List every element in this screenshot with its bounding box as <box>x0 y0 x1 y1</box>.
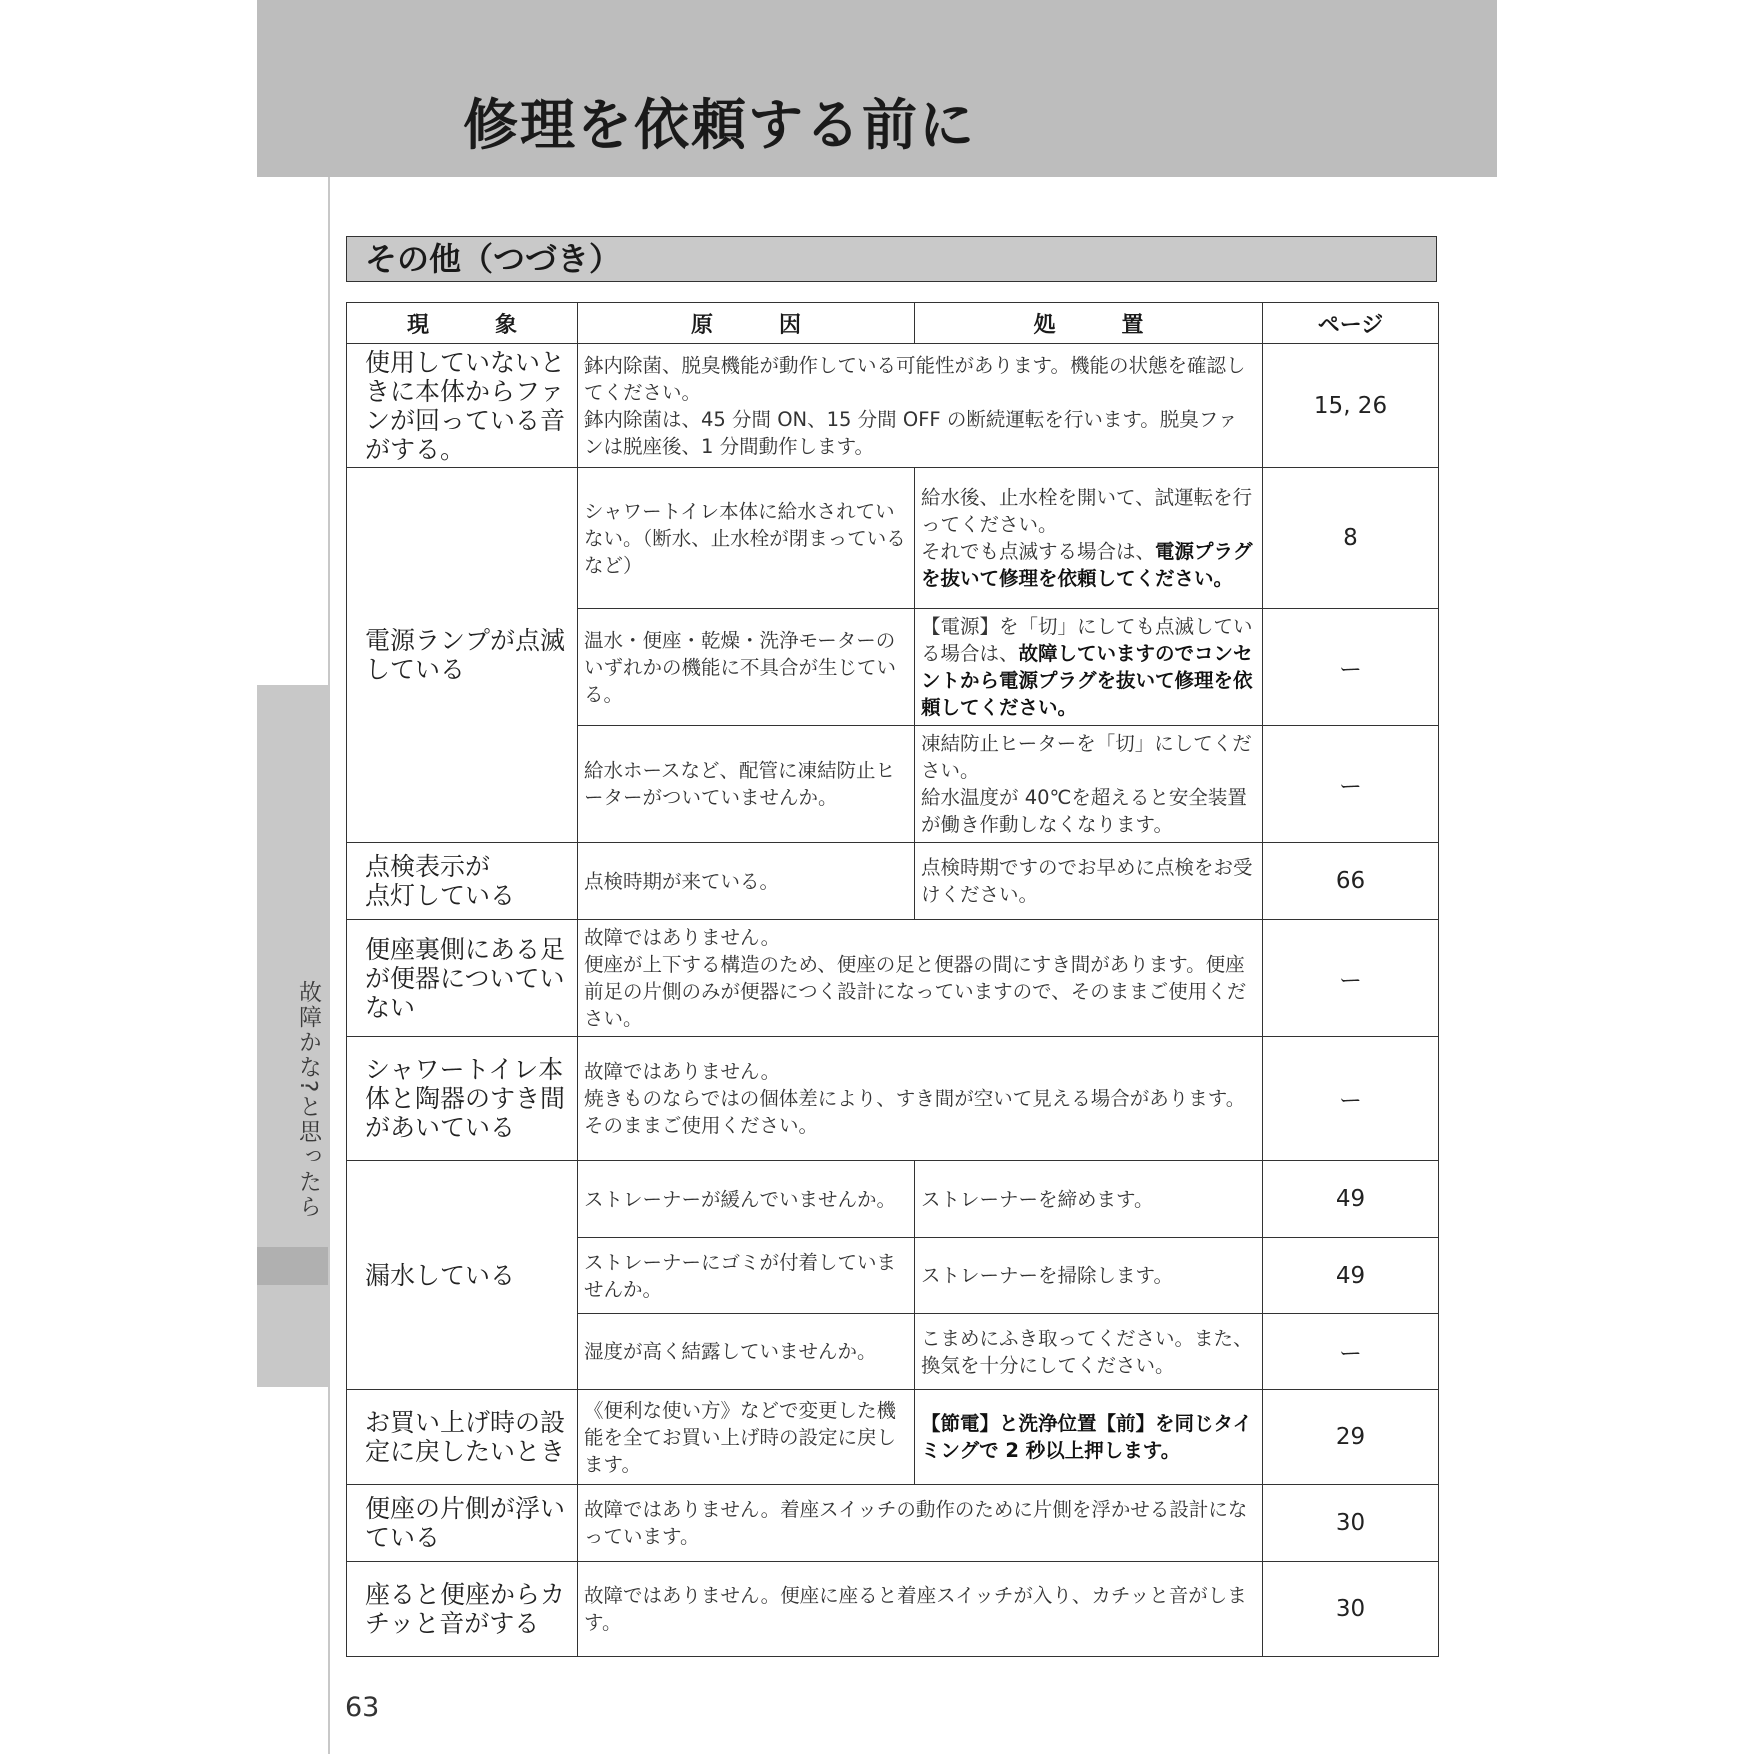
page-cell: 66 <box>1263 843 1439 920</box>
cause-cell: ストレーナーにゴミが付着していませんか。 <box>578 1238 915 1314</box>
remedy-cell: ストレーナーを掃除します。 <box>915 1238 1263 1314</box>
troubleshooting-table <box>346 302 1439 1657</box>
table-row <box>347 1485 1439 1562</box>
phenomenon-cell: 座ると便座からカチッと音がする <box>347 1562 578 1657</box>
cause-cell: シャワートイレ本体に給水されていない。（断水、止水栓が閉まっているなど） <box>578 468 915 609</box>
cause-cell: 給水ホースなど、配管に凍結防止ヒーターがついていませんか。 <box>578 726 915 843</box>
phenomenon-cell: お買い上げ時の設定に戻したいとき <box>347 1390 578 1485</box>
page-cell: 49 <box>1263 1161 1439 1238</box>
side-tab-marker <box>257 1247 328 1285</box>
cause-cell: ストレーナーが緩んでいませんか。 <box>578 1161 915 1238</box>
remedy-bold-text: 故障していますのでコンセントから電源プラグを抜いて修理を依頼してください。 <box>921 642 1253 719</box>
table-row <box>347 344 1439 468</box>
cause-cell: 《便利な使い方》などで変更した機能を全てお買い上げ時の設定に戻します。 <box>578 1390 915 1485</box>
page-cell: ー <box>1263 609 1439 726</box>
phenomenon-cell: 便座の片側が浮いている <box>347 1485 578 1562</box>
page-number: 63 <box>345 1692 380 1723</box>
phenomenon-cell: 電源ランプが点滅している <box>347 468 578 843</box>
remedy-cell <box>915 468 1263 609</box>
page-title: 修理を依頼する前に <box>463 93 977 157</box>
section-heading: その他（つづき） <box>346 236 1437 282</box>
phenomenon-cell: 漏水している <box>347 1161 578 1390</box>
header-cause: 原 因 <box>578 303 915 344</box>
margin-divider <box>328 177 330 1754</box>
remedy-text: 【電源】を「切」にしても点滅している場合は、 <box>921 615 1253 665</box>
phenomenon-cell: 便座裏側にある足が便器についていない <box>347 920 578 1037</box>
page-cell: 30 <box>1263 1562 1439 1657</box>
cause-cell: 温水・便座・乾燥・洗浄モーターのいずれかの機能に不具合が生じている。 <box>578 609 915 726</box>
page-cell: 8 <box>1263 468 1439 609</box>
table-row <box>347 468 1439 609</box>
table-row <box>347 1390 1439 1485</box>
phenomenon-cell: シャワートイレ本体と陶器のすき間があいている <box>347 1037 578 1161</box>
remedy-cell <box>915 609 1263 726</box>
header-page: ページ <box>1263 303 1439 344</box>
cause-remedy-cell: 故障ではありません。着座スイッチの動作のために片側を浮かせる設計になっています。 <box>578 1485 1263 1562</box>
table-header-row <box>347 303 1439 344</box>
remedy-cell: 凍結防止ヒーターを「切」にしてください。 給水温度が 40℃を超えると安全装置が働き作動しなくなります。 <box>915 726 1263 843</box>
cause-remedy-cell: 故障ではありません。 焼きものならではの個体差により、すき間が空いて見える場合があります。そのままご使用ください。 <box>578 1037 1263 1161</box>
side-tab-label: 故障かな?と思ったら <box>295 980 321 1220</box>
remedy-cell: 点検時期ですのでお早めに点検をお受けください。 <box>915 843 1263 920</box>
header-remedy: 処 置 <box>915 303 1263 344</box>
page-cell: 49 <box>1263 1238 1439 1314</box>
page-cell: 30 <box>1263 1485 1439 1562</box>
remedy-bold-text: 【節電】と洗浄位置【前】を同じタイミングで 2 秒以上押します。 <box>921 1412 1253 1462</box>
page-cell: ー <box>1263 1314 1439 1390</box>
page-cell: 15, 26 <box>1263 344 1439 468</box>
table-row <box>347 1161 1439 1238</box>
cause-remedy-cell: 故障ではありません。便座に座ると着座スイッチが入り、カチッと音がします。 <box>578 1562 1263 1657</box>
phenomenon-cell: 点検表示が 点灯している <box>347 843 578 920</box>
side-tab-lower <box>257 1285 328 1387</box>
cause-cell: 湿度が高く結露していませんか。 <box>578 1314 915 1390</box>
cause-cell: 点検時期が来ている。 <box>578 843 915 920</box>
page-cell: ー <box>1263 1037 1439 1161</box>
remedy-cell <box>915 1390 1263 1485</box>
page-cell: ー <box>1263 726 1439 843</box>
table-row <box>347 1037 1439 1161</box>
remedy-bold-text: 電源プラグを抜いて修理を依頼してください。 <box>921 540 1253 590</box>
cause-remedy-cell: 故障ではありません。 便座が上下する構造のため、便座の足と便器の間にすき間があります。便座前足の片側のみが便器につく設計になっていますので、そのままご使用ください。 <box>578 920 1263 1037</box>
page-cell: 29 <box>1263 1390 1439 1485</box>
table-row <box>347 1562 1439 1657</box>
cause-remedy-cell: 鉢内除菌、脱臭機能が動作している可能性があります。機能の状態を確認してください。 鉢内除菌は、45 分間 ON、15 分間 OFF の断続運転を行います。脱臭ファンは脱座後、1 分間動作します。 <box>578 344 1263 468</box>
phenomenon-cell: 使用していないときに本体からファンが回っている音がする。 <box>347 344 578 468</box>
header-phenomenon: 現 象 <box>347 303 578 344</box>
table-row <box>347 843 1439 920</box>
remedy-cell: ストレーナーを締めます。 <box>915 1161 1263 1238</box>
remedy-text: 給水後、止水栓を開いて、試運転を行ってください。 それでも点滅する場合は、 <box>921 486 1253 563</box>
remedy-cell: こまめにふき取ってください。また、換気を十分にしてください。 <box>915 1314 1263 1390</box>
page-cell: ー <box>1263 920 1439 1037</box>
table-row <box>347 920 1439 1037</box>
